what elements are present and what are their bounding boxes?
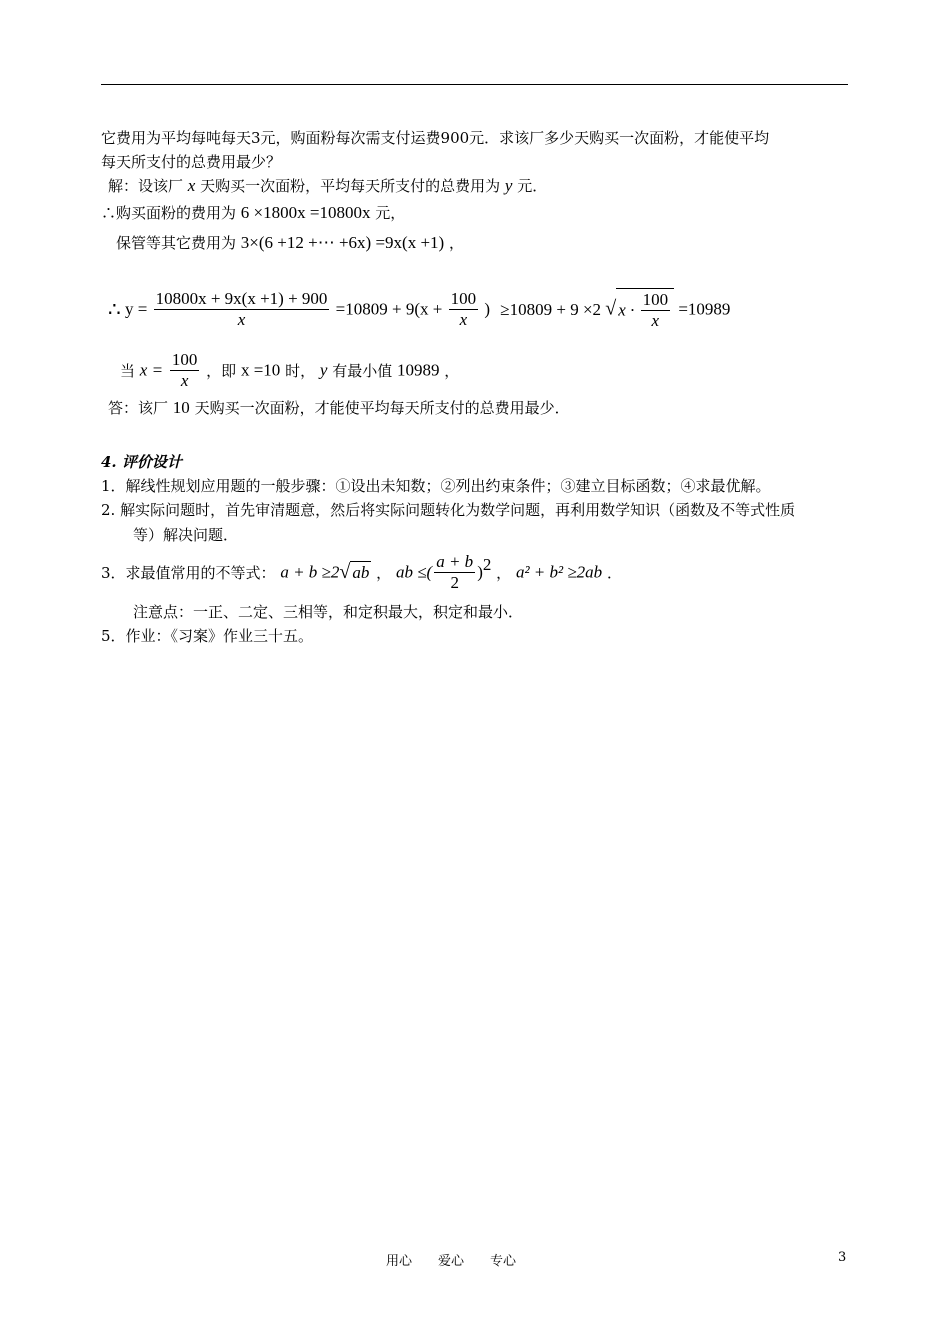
eval-item-5: 5．作业：《习案》作业三十五。: [101, 627, 314, 645]
var-x: x: [187, 176, 196, 195]
big-fraction-denominator: x: [237, 310, 246, 329]
flour-cost-text: ∴购买面粉的费用为: [101, 204, 237, 222]
namely-text: ，即: [206, 362, 237, 380]
ineq-sep-2: ，: [496, 564, 512, 582]
storage-cost-line: [116, 233, 464, 253]
var-y: y: [504, 176, 513, 195]
storage-cost-expr: 3×(6 +12 +⋯ +6x) =9x(x +1): [240, 233, 445, 252]
storage-cost-comma: ，: [449, 234, 465, 252]
eq-y: y =: [124, 299, 148, 319]
page-number: 3: [838, 1250, 847, 1265]
sqrt-fraction: [641, 290, 671, 331]
flour-cost-unit: 元，: [375, 204, 406, 222]
footer-motto: 用心 爱心 专心: [386, 1254, 517, 1269]
var-y-min: y: [319, 360, 328, 380]
solution-line: [108, 176, 547, 196]
ineq-am-gm: a + b ≥2: [280, 562, 340, 582]
sqrt-fraction-numerator: 100: [642, 290, 669, 309]
min-fraction: [170, 350, 200, 391]
close-paren: ): [484, 299, 491, 319]
main-inequality: [108, 288, 730, 331]
solution-text-b: 天购买一次面粉，平均每天所支付的总费用为: [200, 177, 501, 195]
flour-cost-line: [101, 203, 405, 223]
ineq-fraction-denominator: 2: [450, 573, 459, 592]
hundred-over-x-fraction: [449, 289, 479, 330]
when-text: 当: [120, 362, 136, 380]
x-equals-10: x =10: [240, 360, 281, 380]
header-rule: [101, 84, 848, 85]
note-line: 注意点：一正、二定、三相等，和定积最大，积定和最小．: [133, 603, 524, 621]
ineq-squares: a² + b² ≥2ab: [515, 562, 603, 582]
ineq-sep-1: ，: [376, 564, 392, 582]
text-line-1: 它费用为平均每吨每天3元，购面粉每次需支付运费900元．求该厂多少天购买一次面粉，才能使平均: [101, 129, 770, 147]
answer-text-b: 天购买一次面粉，才能使平均每天所支付的总费用最少．: [194, 399, 570, 417]
min-fraction-denominator: x: [180, 371, 189, 390]
ineq-close: ): [477, 562, 483, 582]
ineq-end: ．: [606, 564, 622, 582]
sqrt-ab: [339, 561, 371, 584]
sqrt-fraction-denominator: x: [651, 311, 660, 330]
min-comma: ，: [444, 362, 460, 380]
sqrt-ab-radicand: ab: [352, 563, 370, 582]
flour-cost-expr: 6 ×1800x =10800x: [240, 203, 371, 222]
text-line-2: 每天所支付的总费用最少？: [101, 153, 282, 171]
ineq-fraction: [434, 552, 475, 593]
big-fraction: [154, 289, 330, 330]
section-heading: 4. 评价设计: [101, 453, 182, 471]
eval-item-3: [101, 552, 622, 593]
therefore-sign: ∴: [108, 299, 121, 321]
eval-item-3-text: 3．求最值常用的不等式：: [101, 564, 276, 582]
answer-days: 10: [172, 398, 190, 417]
answer-text-a: 答：该厂: [108, 399, 169, 417]
x-equals: x =: [139, 360, 164, 380]
ineq-product: ab ≤(: [395, 562, 433, 582]
eval-item-1: 1．解线性规划应用题的一般步骤：①设出未知数；②列出约束条件；③建立目标函数；④求最优解。: [101, 477, 771, 495]
eq-middle: =10809 + 9(x +: [335, 299, 443, 319]
min-fraction-numerator: 100: [171, 350, 198, 369]
storage-cost-text: 保管等其它费用为: [116, 234, 237, 252]
eval-item-2b: 等）解决问题．: [133, 526, 239, 544]
time-text: 时，: [285, 362, 316, 380]
sqrt-x: x ·: [618, 300, 635, 320]
solution-text-a: 解：设该厂: [108, 177, 184, 195]
sqrt-sign-icon: √: [605, 297, 617, 320]
min-value: 10989: [396, 360, 440, 380]
hundred-numerator: 100: [450, 289, 477, 308]
ineq-square: 2: [482, 554, 492, 574]
sqrt-expression: [605, 288, 674, 331]
hundred-denominator: x: [459, 310, 468, 329]
has-min-text: 有最小值: [332, 362, 393, 380]
solution-text-c: 元．: [517, 177, 548, 195]
sqrt-sign-icon: √: [339, 561, 351, 583]
answer-line: [108, 398, 570, 418]
eval-item-2a: 2. 解实际问题时，首先审清题意，然后将实际问题转化为数学问题，再利用数学知识（函数及不等式性质: [101, 501, 796, 519]
eq-final: =10989: [678, 299, 731, 319]
sqrt-radicand: [616, 288, 674, 331]
ineq-fraction-numerator: a + b: [436, 552, 474, 571]
ge-part: ≥10809 + 9 ×2: [500, 299, 602, 319]
minimum-line: [120, 350, 459, 391]
big-fraction-numerator: 10800x + 9x(x +1) + 900: [155, 289, 328, 308]
